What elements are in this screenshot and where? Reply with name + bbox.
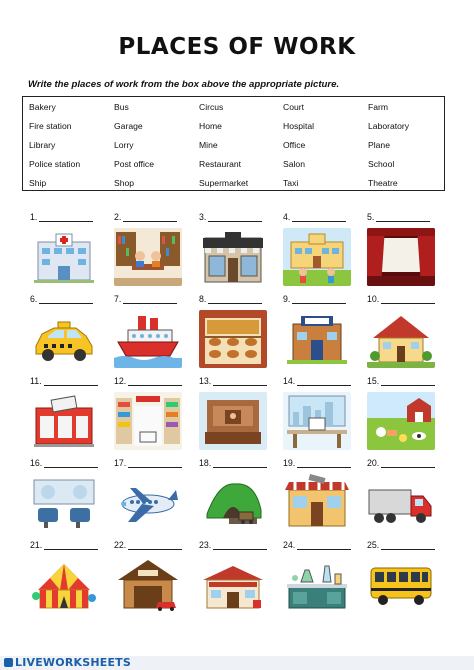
lorry-icon (367, 474, 435, 532)
answer-blank[interactable] (297, 377, 351, 386)
answer-blank[interactable] (213, 377, 267, 386)
exercise-answer-line (283, 376, 351, 386)
salon-icon (30, 474, 98, 532)
word-box-item: Ship (29, 178, 47, 188)
exercise-answer-line (30, 294, 93, 304)
exercise-answer-line (114, 294, 177, 304)
plane-icon (114, 474, 182, 532)
exercise-answer-line (114, 540, 182, 550)
exercise-answer-line (114, 458, 182, 468)
exercise-answer-line (30, 212, 93, 222)
exercise-answer-line (283, 294, 346, 304)
restaurant-icon (283, 474, 351, 532)
exercise-item (24, 458, 108, 540)
exercise-number: 2. (114, 212, 122, 222)
bus-icon (367, 556, 435, 614)
answer-blank[interactable] (381, 541, 435, 550)
shop-icon (199, 228, 267, 286)
exercise-number: 4. (283, 212, 291, 222)
exercise-item (24, 540, 108, 622)
word-box-item: Library (29, 140, 56, 150)
fire-station-icon (30, 392, 98, 450)
exercise-item (361, 294, 445, 376)
exercise-item (193, 212, 277, 294)
exercise-answer-line (30, 376, 98, 386)
exercise-answer-line (30, 540, 98, 550)
word-box-item: Shop (114, 178, 135, 188)
exercise-item (108, 540, 192, 622)
exercise-answer-line (367, 294, 435, 304)
exercise-item (24, 212, 108, 294)
exercise-number: 21. (30, 540, 43, 550)
answer-blank[interactable] (128, 377, 182, 386)
word-box-item: Office (283, 140, 306, 150)
word-box-item: Fire station (29, 121, 72, 131)
answer-blank[interactable] (213, 459, 267, 468)
exercise-number: 13. (199, 376, 212, 386)
exercise-item (108, 212, 192, 294)
exercise-number: 23. (199, 540, 212, 550)
exercise-number: 18. (199, 458, 212, 468)
exercise-answer-line (283, 212, 346, 222)
mine-icon (199, 474, 267, 532)
footer-bar (0, 656, 474, 670)
exercise-item (108, 376, 192, 458)
word-box-item: Plane (368, 140, 390, 150)
exercise-answer-line (283, 458, 351, 468)
word-box-item: Farm (368, 102, 389, 112)
liveworksheets-logo[interactable] (4, 656, 131, 669)
court-icon (199, 392, 267, 450)
exercise-number: 9. (283, 294, 291, 304)
exercise-number: 12. (114, 376, 127, 386)
word-box-item: Police station (29, 159, 81, 169)
home-icon (367, 310, 435, 368)
exercise-item (193, 458, 277, 540)
exercise-item (361, 458, 445, 540)
exercise-answer-line (199, 294, 262, 304)
exercise-number: 22. (114, 540, 127, 550)
exercise-number: 25. (367, 540, 380, 550)
answer-blank[interactable] (39, 213, 93, 222)
answer-blank[interactable] (44, 459, 98, 468)
word-box-item: Mine (199, 140, 218, 150)
word-box-item: Theatre (368, 178, 398, 188)
garage-icon (114, 556, 182, 614)
exercise-item (277, 376, 361, 458)
exercise-item (277, 212, 361, 294)
exercise-item (193, 376, 277, 458)
exercise-number: 15. (367, 376, 380, 386)
word-box-item: Court (283, 102, 305, 112)
answer-blank[interactable] (44, 377, 98, 386)
word-box-item: Hospital (283, 121, 315, 131)
word-box-item: Supermarket (199, 178, 249, 188)
exercise-item (24, 294, 108, 376)
instruction-text: Write the places of work from the box above the appropriate picture. (28, 79, 340, 90)
exercise-number: 11. (30, 376, 42, 386)
exercise-item (193, 294, 277, 376)
word-box-item: Garage (114, 121, 143, 131)
farm-icon (367, 392, 435, 450)
exercise-item (277, 540, 361, 622)
word-box-item: Lorry (114, 140, 134, 150)
library-icon (114, 228, 182, 286)
laboratory-icon (283, 556, 351, 614)
exercise-answer-line (199, 540, 267, 550)
answer-blank[interactable] (297, 459, 351, 468)
exercise-number: 17. (114, 458, 127, 468)
exercise-answer-line (199, 376, 267, 386)
exercise-answer-line (367, 458, 435, 468)
word-box-item: Bus (114, 102, 129, 112)
answer-blank[interactable] (292, 295, 346, 304)
word-box-item: Salon (283, 159, 305, 169)
exercise-number: 24. (283, 540, 296, 550)
exercise-answer-line (367, 212, 430, 222)
exercise-item (24, 376, 108, 458)
bakery-icon (199, 310, 267, 368)
exercise-item (361, 540, 445, 622)
word-box-item: Laboratory (368, 121, 410, 131)
exercise-answer-line (199, 212, 262, 222)
word-box-item: Circus (199, 102, 224, 112)
answer-blank[interactable] (39, 295, 93, 304)
post-office-icon (199, 556, 267, 614)
exercise-number: 6. (30, 294, 38, 304)
exercise-item (277, 294, 361, 376)
word-box-item: Taxi (283, 178, 299, 188)
exercise-answer-line (114, 376, 182, 386)
exercise-number: 20. (367, 458, 380, 468)
word-box (22, 96, 445, 191)
ship-icon (114, 310, 182, 368)
exercise-item (108, 458, 192, 540)
footer-brand: LIVEWORKSHEETS (15, 656, 131, 669)
supermarket-icon (114, 392, 182, 450)
exercise-number: 8. (199, 294, 207, 304)
word-box-item: Bakery (29, 102, 56, 112)
exercise-item (193, 540, 277, 622)
answer-blank[interactable] (381, 295, 435, 304)
exercise-answer-line (367, 376, 435, 386)
exercise-answer-line (199, 458, 267, 468)
exercise-number: 5. (367, 212, 375, 222)
exercise-number: 16. (30, 458, 43, 468)
answer-blank[interactable] (123, 213, 177, 222)
word-box-item: School (368, 159, 395, 169)
exercise-answer-line (114, 212, 177, 222)
exercise-number: 14. (283, 376, 296, 386)
exercise-item (361, 376, 445, 458)
word-box-item: Post office (114, 159, 154, 169)
exercise-number: 10. (367, 294, 380, 304)
answer-blank[interactable] (381, 459, 435, 468)
answer-blank[interactable] (208, 213, 262, 222)
exercise-answer-line (283, 540, 351, 550)
liveworksheets-icon (4, 658, 13, 667)
exercise-number: 3. (199, 212, 207, 222)
answer-blank[interactable] (292, 213, 346, 222)
exercise-answer-line (367, 540, 435, 550)
taxi-icon (30, 310, 98, 368)
answer-blank[interactable] (123, 295, 177, 304)
exercise-item (361, 212, 445, 294)
school-icon (283, 228, 351, 286)
answer-blank[interactable] (44, 541, 98, 550)
office-icon (283, 392, 351, 450)
answer-blank[interactable] (128, 459, 182, 468)
circus-icon (30, 556, 98, 614)
answer-blank[interactable] (381, 377, 435, 386)
theatre-icon (367, 228, 435, 286)
answer-blank[interactable] (376, 213, 430, 222)
word-box-item: Restaurant (199, 159, 242, 169)
exercise-number: 1. (30, 212, 38, 222)
police-station-icon (283, 310, 351, 368)
word-box-item: Home (199, 121, 222, 131)
answer-blank[interactable] (297, 541, 351, 550)
hospital-icon (30, 228, 98, 286)
answer-blank[interactable] (208, 295, 262, 304)
exercise-item (277, 458, 361, 540)
exercise-number: 19. (283, 458, 296, 468)
worksheet-title: PLACES OF WORK (118, 34, 356, 60)
exercise-item (108, 294, 192, 376)
exercise-number: 7. (114, 294, 122, 304)
answer-blank[interactable] (128, 541, 182, 550)
answer-blank[interactable] (213, 541, 267, 550)
exercise-answer-line (30, 458, 98, 468)
